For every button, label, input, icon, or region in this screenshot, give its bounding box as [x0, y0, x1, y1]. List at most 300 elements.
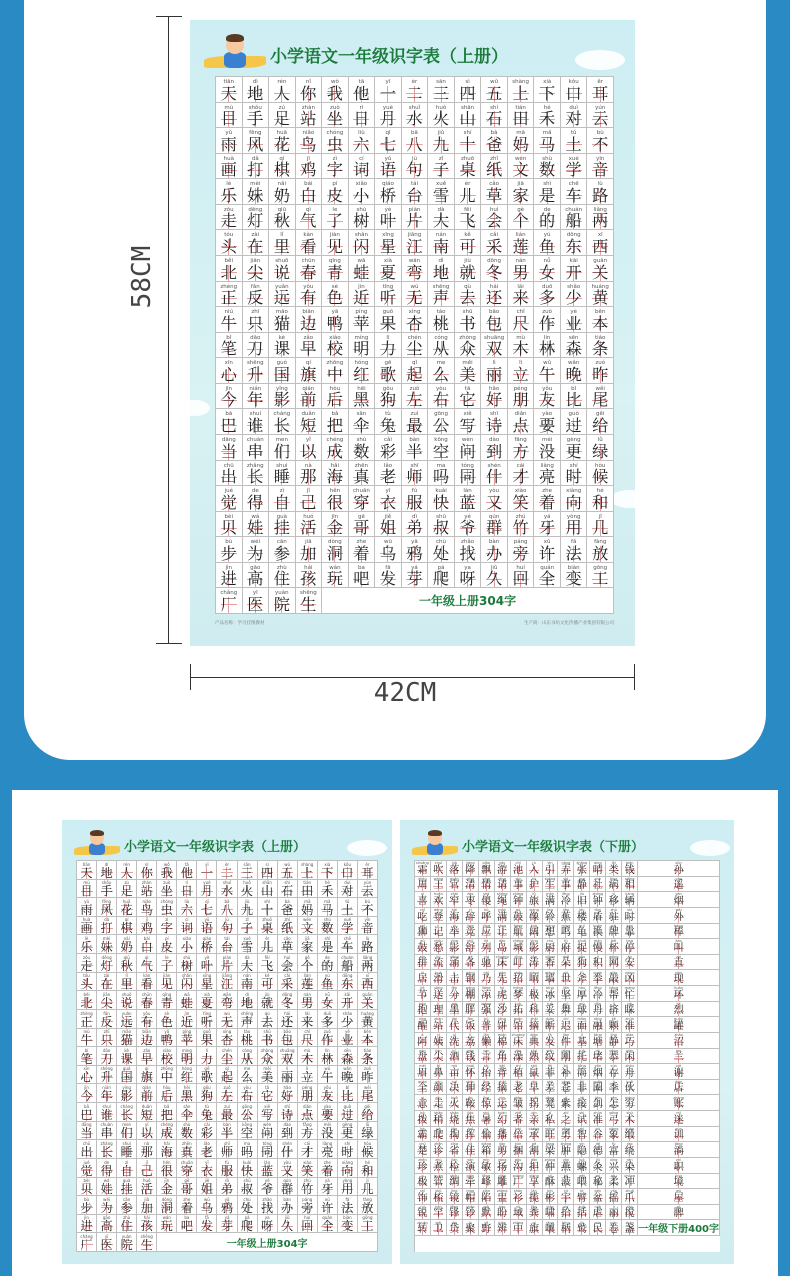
hanzi-character: 惊 [481, 1099, 492, 1110]
character-cell [463, 939, 479, 955]
pinyin-label: xǔ [543, 539, 551, 546]
pinyin-label: duì [569, 104, 578, 111]
character-cell [117, 991, 137, 1010]
hanzi-character: 七 [379, 134, 396, 154]
pinyin-label: jiǔ [595, 1158, 600, 1162]
character-cell [508, 230, 535, 256]
pinyin-label: hǎi [163, 1140, 170, 1146]
character-cell [117, 1029, 137, 1048]
hanzi-character: 乌 [379, 543, 396, 563]
hanzi-character: 可 [459, 236, 476, 256]
pinyin-label: qiáo [382, 181, 394, 188]
pinyin-label: wú [410, 283, 419, 290]
pinyin-label: shī [284, 1103, 291, 1109]
character-cell [428, 333, 455, 359]
character-cell [495, 1205, 511, 1221]
character-cell [117, 1178, 137, 1197]
hanzi-character: 播 [497, 1130, 508, 1142]
character-cell [318, 1215, 338, 1234]
pinyin-label: zài [103, 973, 110, 979]
hanzi-character: 云 [592, 109, 609, 129]
pinyin-label: xiān [498, 970, 506, 975]
character-cell [318, 1029, 338, 1048]
hanzi-character: 作 [539, 313, 556, 333]
pinyin-label: lǎn [483, 1033, 489, 1037]
hanzi-character: 影 [529, 942, 540, 954]
hanzi-character: 为 [100, 1200, 113, 1215]
pinyin-label: zhōng [512, 1220, 524, 1225]
character-cell [338, 991, 358, 1010]
character-cell [216, 409, 243, 435]
pinyin-label: sì [265, 861, 269, 867]
hanzi-character: 巴 [80, 1107, 93, 1122]
hanzi-character: 立 [301, 1070, 314, 1085]
hanzi-character: 尖 [247, 262, 264, 282]
hanzi-character: 私 [544, 1114, 555, 1126]
hanzi-character: 沙 [497, 1005, 508, 1017]
pinyin-label: bìng [609, 876, 618, 881]
pinyin-label: jué [224, 488, 233, 495]
pinyin-label: háng [513, 923, 523, 928]
pinyin-label: róng [593, 1017, 602, 1022]
character-cell [431, 1111, 447, 1127]
pinyin-label: fēng [249, 130, 262, 137]
pinyin-label: zhǐ [490, 155, 499, 162]
character-cell [278, 973, 298, 992]
character-cell [243, 307, 270, 333]
character-cell [587, 358, 614, 384]
pinyin-label: yùn [498, 1095, 506, 1100]
pinyin-label: dùn [594, 908, 602, 912]
character-cell [298, 1159, 318, 1178]
character-cell [197, 1178, 217, 1197]
character-cell [558, 877, 574, 893]
pinyin-label: zǎo [467, 892, 474, 897]
hanzi-character: 多 [321, 1014, 334, 1029]
hanzi-character: 草 [486, 185, 503, 205]
pinyin-label: jiàn [594, 1095, 601, 1100]
character-cell [157, 1178, 177, 1197]
character-cell [217, 1122, 237, 1141]
hanzi-character: 圈 [592, 1083, 603, 1095]
character-cell [402, 333, 429, 359]
pinyin-label: jiǎn [451, 1158, 458, 1162]
hanzi-character: 皮 [160, 940, 173, 955]
hanzi-character: 发 [379, 569, 396, 589]
pinyin-label: xuě [243, 936, 251, 942]
pinyin-label: jīn [84, 1085, 89, 1091]
pinyin-label: jiàn [562, 1033, 570, 1037]
hanzi-character: 才 [512, 467, 529, 487]
character-cell [511, 986, 527, 1002]
character-cell [590, 1095, 606, 1111]
character-cell [534, 77, 561, 103]
hanzi-character: 草 [281, 940, 294, 955]
hanzi-character: 同 [459, 467, 476, 487]
character-cell [455, 205, 482, 231]
character-cell [447, 1064, 463, 1080]
hanzi-character: 学 [565, 160, 582, 180]
pinyin-label: bà [284, 898, 290, 904]
character-cell [117, 935, 137, 954]
character-cell [495, 1142, 511, 1158]
character-cell [622, 1220, 638, 1236]
pinyin-label: kuò [578, 1204, 585, 1209]
pinyin-label: zì [332, 155, 338, 162]
character-cell [431, 1220, 447, 1236]
pinyin-label: zhēn [182, 1140, 192, 1146]
hanzi-character: 类 [608, 864, 619, 876]
hanzi-character: 边 [140, 1033, 153, 1048]
hanzi-character: 二 [220, 865, 233, 880]
character-cell [177, 954, 197, 973]
character-cell [606, 1142, 622, 1158]
character-cell [479, 861, 495, 877]
hanzi-character: 雪 [241, 940, 254, 955]
pinyin-label: gē [184, 1178, 190, 1184]
character-cell [574, 1002, 590, 1018]
hanzi-character: 苍 [560, 1083, 571, 1095]
hanzi-character: 飘 [481, 864, 492, 876]
character-cell [511, 1017, 527, 1033]
pinyin-label: wèi [435, 1220, 442, 1225]
hanzi-character: 白 [140, 940, 153, 955]
character-cell [543, 892, 559, 908]
pinyin-label: cún [610, 1064, 617, 1069]
pinyin-label: bǐng [498, 1017, 506, 1022]
pinyin-label: gē [531, 1142, 537, 1147]
pinyin-label: jìn [184, 1010, 190, 1016]
pinyin-label: rǎn [626, 1158, 633, 1162]
hanzi-character: 发 [200, 1219, 213, 1234]
hanzi-character: 只 [100, 1033, 113, 1048]
character-cell [511, 892, 527, 908]
character-cell [543, 1111, 559, 1127]
character-cell [402, 256, 429, 282]
character-cell [338, 917, 358, 936]
hanzi-character: 众 [261, 1051, 274, 1066]
hanzi-character: 近 [180, 1014, 193, 1029]
hanzi-character: 和 [361, 1163, 374, 1178]
pinyin-label: sī [548, 1111, 552, 1116]
character-cell [217, 1029, 237, 1048]
character-cell [243, 512, 270, 538]
character-cell [117, 1215, 137, 1234]
hanzi-character: 牌 [608, 927, 619, 939]
pinyin-label: bàng [674, 923, 683, 928]
hanzi-character: 摘 [529, 1020, 540, 1032]
hanzi-character: 法 [565, 543, 582, 563]
pinyin-label: chāo [466, 1204, 475, 1209]
hanzi-character: 官 [449, 880, 460, 892]
pinyin-label: xiāng [545, 954, 555, 959]
character-cell [622, 986, 638, 1002]
pinyin-label: jiē [579, 1095, 584, 1100]
hanzi-character: 搅 [624, 1208, 635, 1220]
hanzi-character: 满 [544, 895, 555, 907]
character-cell [558, 1064, 574, 1080]
character-cell [338, 1047, 358, 1066]
pinyin-label: mā [304, 898, 311, 904]
hanzi-character: 墨 [449, 1005, 460, 1017]
character-cell [117, 1122, 137, 1141]
hanzi-character: 音 [361, 921, 374, 936]
pinyin-label: tù [204, 1103, 209, 1109]
hanzi-character: 着 [353, 543, 370, 563]
pinyin-label: yí [612, 892, 616, 897]
character-cell [574, 1158, 590, 1174]
hanzi-character: 到 [281, 1126, 294, 1141]
hanzi-character: 马 [539, 134, 556, 154]
cloud-decoration [575, 50, 625, 70]
hanzi-character: 回 [512, 569, 529, 589]
character-cell [97, 1029, 117, 1048]
hanzi-character: 长 [120, 1107, 133, 1122]
hanzi-character: 娃 [247, 518, 264, 538]
pinyin-label: lì [519, 360, 523, 367]
pinyin-label: tián [515, 104, 526, 111]
hanzi-character: 正 [220, 288, 237, 308]
pinyin-label: zǒu [223, 206, 234, 213]
hanzi-character: 烟 [673, 895, 684, 907]
poster-title-bar [74, 830, 306, 860]
pinyin-label: chī [419, 908, 426, 912]
pinyin-label: nà [304, 462, 312, 469]
hanzi-character: 旧 [576, 895, 587, 907]
hanzi-character: 对 [341, 884, 354, 899]
pinyin-label: chuáng [511, 1033, 525, 1037]
pinyin-label: shēng [100, 1066, 113, 1072]
character-cell [217, 1215, 237, 1234]
hanzi-character: 默 [481, 1208, 492, 1220]
hanzi-character: 香 [544, 958, 555, 970]
character-cell [622, 1049, 638, 1065]
pinyin-label: tiān [82, 861, 91, 867]
hanzi-character: 盏 [624, 1224, 635, 1236]
hanzi-character: 雪 [433, 185, 450, 205]
hanzi-character: 鸡 [300, 160, 317, 180]
pinyin-label: chí [563, 1017, 569, 1022]
pinyin-label: jī [453, 970, 456, 975]
pinyin-label: shí [344, 1140, 351, 1146]
character-cell [415, 1158, 431, 1174]
character-cell [296, 128, 323, 154]
hanzi-character: 数 [321, 921, 334, 936]
pinyin-label: shī [224, 1140, 230, 1146]
hanzi-character: 边 [300, 313, 317, 333]
hanzi-character: 换 [592, 927, 603, 939]
hanzi-character: 爬 [433, 1130, 444, 1142]
hanzi-character: 数 [539, 160, 556, 180]
hanzi-character: 娃 [100, 1182, 113, 1197]
character-cell [447, 970, 463, 986]
pinyin-label: tuǒ [547, 1001, 553, 1006]
hanzi-character: 罐 [673, 1020, 684, 1032]
character-cell [527, 1095, 543, 1111]
hanzi-character: 珍 [417, 1161, 428, 1173]
hanzi-character: 十 [261, 902, 274, 917]
pinyin-label: kuò [530, 923, 538, 928]
character-cell [243, 537, 270, 563]
character-cell [77, 1122, 97, 1141]
pinyin-label: kāi [569, 258, 578, 265]
poster-title: 小学语文一年级识字表（下册） [462, 839, 645, 855]
hanzi-character: 爸 [281, 902, 294, 917]
character-cell [511, 1095, 527, 1111]
character-cell [117, 1159, 137, 1178]
character-cell [217, 973, 237, 992]
character-cell [428, 179, 455, 205]
hanzi-character: 爷 [459, 518, 476, 538]
hanzi-character: 辞 [465, 911, 476, 923]
pinyin-label: gǒu [203, 1085, 211, 1091]
character-cell [415, 1002, 431, 1018]
hanzi-character: 刚 [560, 1052, 571, 1064]
hanzi-character: 停 [624, 942, 635, 954]
character-cell [447, 1142, 463, 1158]
pinyin-label: xiǎo [355, 181, 368, 188]
pinyin-label: péng [302, 1085, 313, 1091]
pinyin-label: yī [252, 590, 258, 597]
hanzi-character: 鸣 [560, 927, 571, 939]
pinyin-label: sè [331, 283, 339, 290]
character-cell [543, 1017, 559, 1033]
pinyin-label: fēng [102, 898, 112, 904]
character-cell [527, 1049, 543, 1065]
character-cell [455, 230, 482, 256]
character-cell [481, 333, 508, 359]
character-cell [508, 409, 535, 435]
pinyin-label: zhēn [354, 462, 369, 469]
pinyin-label: bǐng [562, 1220, 570, 1225]
hanzi-character: 大 [241, 958, 254, 973]
hanzi-character: 滑 [433, 974, 444, 985]
pinyin-label: jīn [164, 1178, 170, 1184]
pinyin-label: quān [593, 1079, 603, 1084]
pinyin-label: chén [407, 334, 422, 341]
character-cell [479, 1033, 495, 1049]
character-cell [137, 1010, 157, 1029]
hanzi-character: 凶 [624, 974, 635, 985]
character-cell [428, 435, 455, 461]
pinyin-label: chǎng [220, 590, 238, 597]
character-cell [415, 986, 431, 1002]
hanzi-character: 了 [160, 958, 173, 973]
character-cell [543, 1049, 559, 1065]
pinyin-label: lù [597, 181, 603, 188]
pinyin-label: jiāo [562, 908, 570, 912]
pinyin-label: duǎn [301, 411, 316, 418]
character-cell [511, 1220, 527, 1236]
hanzi-character: 柄 [560, 1224, 571, 1236]
character-cell [318, 1047, 338, 1066]
pinyin-label: nián [102, 1085, 111, 1091]
character-cell [534, 512, 561, 538]
pinyin-label: pán [419, 1048, 426, 1053]
hanzi-character: 数 [180, 1126, 193, 1141]
character-cell [296, 563, 323, 589]
pinyin-label: jiā [304, 936, 310, 942]
pinyin-label: shí [284, 880, 291, 886]
hanzi-character: 入 [529, 864, 540, 876]
character-cell [217, 898, 237, 917]
pinyin-label: jìng [467, 923, 474, 928]
hanzi-character: 很 [326, 492, 343, 512]
hanzi-character: 听 [200, 1014, 213, 1029]
pinyin-label: wěi [364, 1085, 371, 1091]
character-cell [622, 1158, 638, 1174]
pinyin-label: shì [563, 970, 569, 975]
character-cell [338, 1215, 358, 1234]
hanzi-character: 什 [281, 1144, 294, 1159]
character-cell [197, 917, 217, 936]
pinyin-label: lín [543, 334, 551, 341]
character-cell [574, 1095, 590, 1111]
hanzi-character: 妹 [247, 185, 264, 205]
character-cell [511, 970, 527, 986]
character-cell [217, 1196, 237, 1215]
hanzi-character: 穿 [353, 492, 370, 512]
pinyin-label: guān [593, 258, 608, 265]
character-cell [197, 1010, 217, 1029]
hanzi-character: 会 [281, 958, 294, 973]
pinyin-label: shū [436, 513, 446, 520]
hanzi-character: 海 [326, 467, 343, 487]
pinyin-label: yǐng [122, 1085, 131, 1091]
pinyin-label: xué [568, 155, 579, 162]
hanzi-character: 向 [565, 492, 582, 512]
hanzi-character: 果 [379, 313, 396, 333]
hanzi-character: 锐 [417, 1208, 428, 1220]
pinyin-label: lì [469, 1033, 472, 1037]
hanzi-character: 昨 [361, 1070, 374, 1085]
pinyin-label: yān [675, 892, 682, 897]
character-cell [177, 917, 197, 936]
character-cell [527, 939, 543, 955]
pinyin-label: zhe [542, 488, 553, 495]
character-cell [238, 1178, 258, 1197]
pinyin-label: qián [302, 385, 315, 392]
pinyin-label: dèng [545, 1095, 555, 1100]
character-cell [157, 1010, 177, 1029]
hanzi-character: 朋 [301, 1089, 314, 1104]
pinyin-label: gāo [102, 1215, 111, 1221]
hanzi-character: 过 [565, 415, 582, 435]
character-cell [463, 1127, 479, 1143]
character-cell [534, 256, 561, 282]
character-cell [508, 461, 535, 487]
character-cell [258, 935, 278, 954]
pinyin-label: niú [224, 309, 234, 316]
character-cell [574, 1033, 590, 1049]
character-cell [238, 1140, 258, 1159]
character-cell [558, 924, 574, 940]
pinyin-label: zhí [515, 1064, 521, 1069]
character-cell [479, 892, 495, 908]
pinyin-label: zhǎo [262, 1196, 272, 1202]
character-cell [258, 1010, 278, 1029]
hanzi-character: 鼓 [417, 942, 428, 954]
character-cell [606, 1017, 622, 1033]
character-cell [447, 1158, 463, 1174]
hanzi-character: 谷 [592, 1130, 603, 1142]
pinyin-label: hòu [595, 462, 606, 469]
pinyin-label: yòng [566, 513, 581, 520]
hanzi-character: 懒 [481, 1036, 492, 1048]
pinyin-label: huán [674, 986, 683, 991]
hanzi-character: 禾 [321, 884, 334, 899]
hanzi-character: 狗 [576, 958, 587, 970]
